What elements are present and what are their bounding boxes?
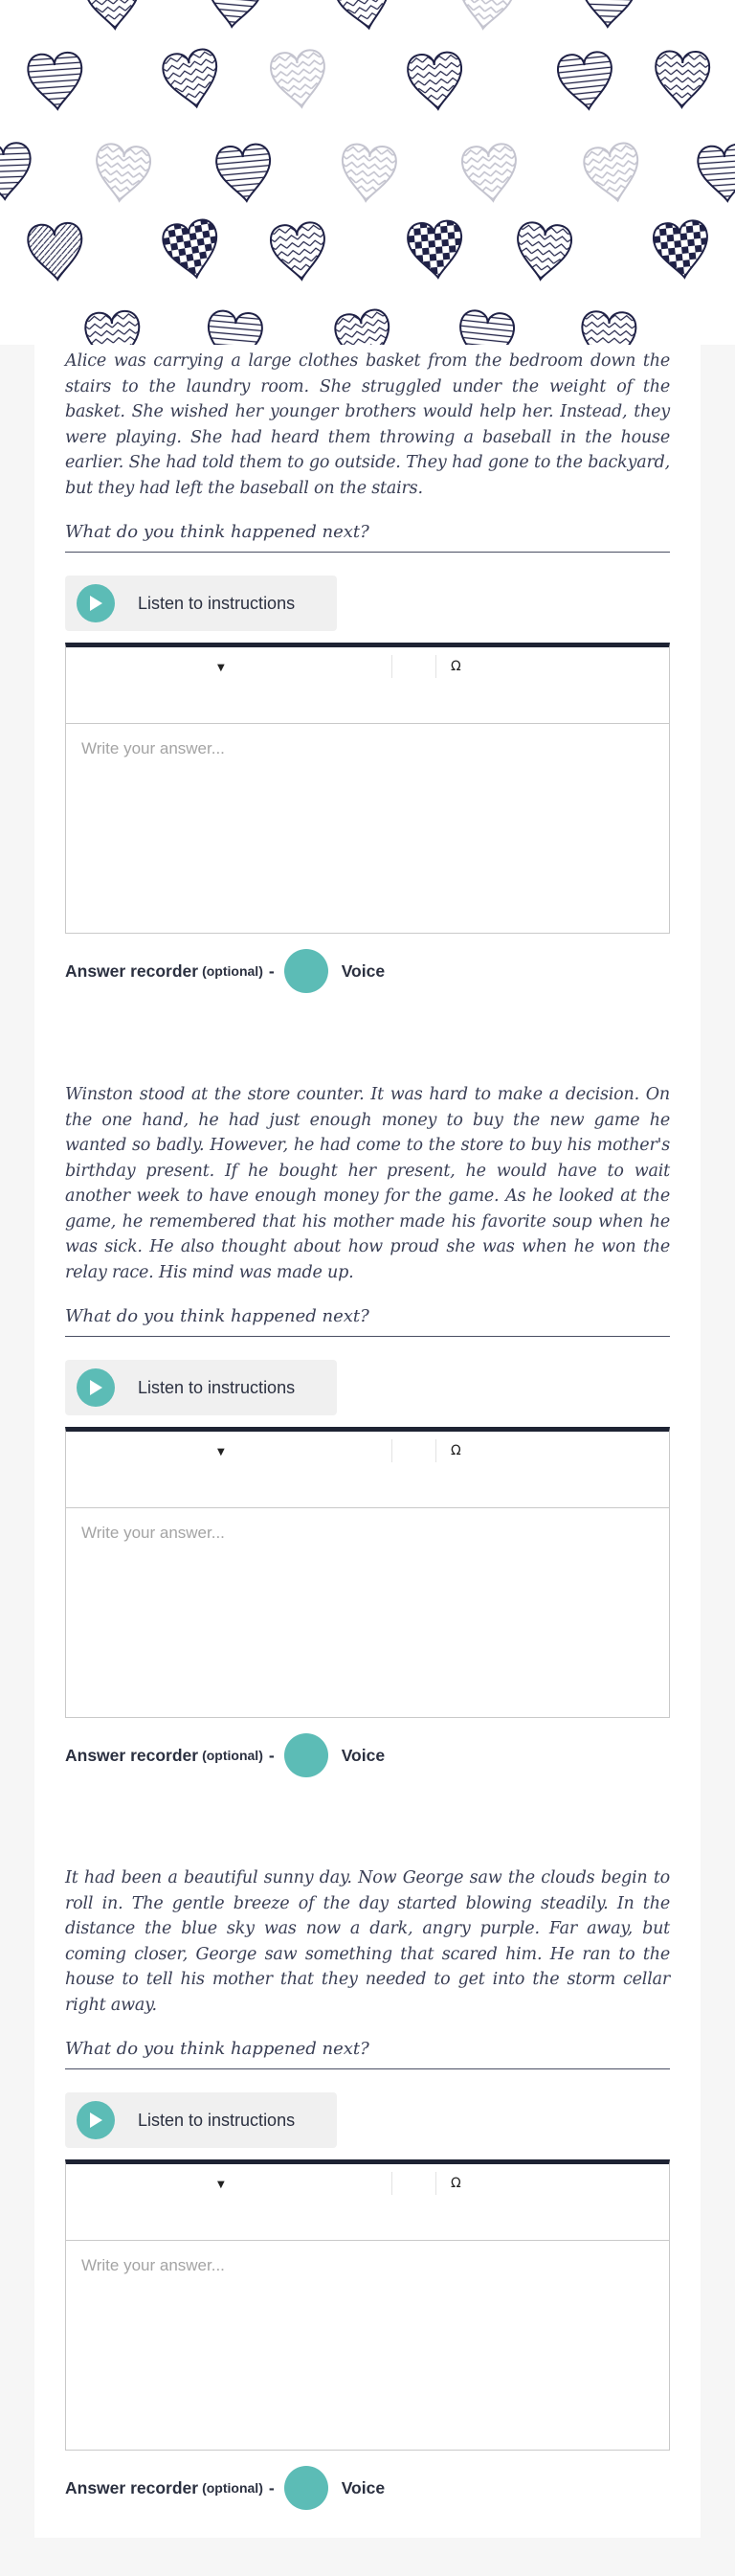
story-section-2 xyxy=(65,1082,670,1777)
special-character-button[interactable]: Ω xyxy=(451,2176,461,2191)
format-dropdown-chevron-icon[interactable]: ▼ xyxy=(217,663,225,673)
answer-textarea[interactable] xyxy=(66,724,669,933)
answer-recorder xyxy=(65,2466,670,2510)
heart-icon xyxy=(457,0,516,32)
answer-editor xyxy=(65,2159,670,2451)
listen-to-instructions-button[interactable] xyxy=(65,2092,337,2148)
heart-icon xyxy=(269,49,328,110)
heart-icon xyxy=(84,310,142,345)
listen-label: Listen to instructions xyxy=(138,2110,296,2130)
heart-icon xyxy=(161,217,223,282)
heart-icon xyxy=(215,143,274,203)
story-text: Alice was carrying a large clothes basket from the bedroom down the stairs to the laundry room. She struggled under the weight of the basket. She wished her younger brothers would help her. Instead, they were playing. She had heard them throwing a baseball in the house earlier. She had told them to go outside. They had gone to the backyard, but they had left the baseball on the stairs. xyxy=(65,351,670,498)
recorder-optional-label: (optional) xyxy=(202,1748,263,1763)
answer-editor xyxy=(65,1427,670,1718)
worksheet-card xyxy=(34,345,701,2538)
hearts-pattern-illustration xyxy=(0,0,735,345)
listen-to-instructions-button[interactable] xyxy=(65,1360,337,1415)
recorder-dash: - xyxy=(268,2477,275,2497)
special-character-button[interactable]: Ω xyxy=(451,659,461,674)
play-icon xyxy=(77,1368,115,1407)
heart-icon xyxy=(581,311,636,345)
recorder-optional-label: (optional) xyxy=(202,2480,263,2496)
play-icon xyxy=(77,584,115,622)
toolbar-divider xyxy=(435,1439,436,1462)
toolbar-divider xyxy=(391,1439,392,1462)
heart-icon xyxy=(581,0,636,28)
toolbar-divider xyxy=(435,655,436,678)
play-icon xyxy=(77,2101,115,2139)
editor-toolbar xyxy=(66,647,669,724)
heart-icon xyxy=(407,51,465,111)
answer-recorder xyxy=(65,1733,670,1777)
voice-record-button[interactable] xyxy=(284,949,328,993)
heart-icon xyxy=(205,309,263,345)
question-prompt: What do you think happened next? xyxy=(65,1306,670,1337)
story-text: It had been a beautiful sunny day. Now George saw the clouds begin to roll in. The gentle breeze of the day started blowing steadily. In the distance the blue sky was now a dark, angry purple. Far away, but coming closer, George saw something that scared him. He ran to the house to tell his mother that they needed to get into the storm cellar right away. xyxy=(65,1868,670,2015)
recorder-dash: - xyxy=(268,960,275,981)
story-section-1 xyxy=(65,349,670,993)
special-character-button[interactable]: Ω xyxy=(451,1443,461,1458)
heart-icon xyxy=(333,0,395,33)
listen-label: Listen to instructions xyxy=(138,593,296,613)
recorder-label: Answer recorder xyxy=(65,1745,199,1765)
voice-record-button[interactable] xyxy=(284,1733,328,1777)
heart-icon xyxy=(697,144,735,203)
format-dropdown-chevron-icon[interactable]: ▼ xyxy=(217,2180,225,2190)
heart-icon xyxy=(333,307,395,345)
recorder-optional-label: (optional) xyxy=(202,963,263,979)
toolbar-divider xyxy=(391,655,392,678)
voice-record-button[interactable] xyxy=(284,2466,328,2510)
voice-label: Voice xyxy=(341,2477,386,2497)
listen-to-instructions-button[interactable] xyxy=(65,576,337,631)
answer-editor xyxy=(65,643,670,934)
heart-icon xyxy=(27,52,84,111)
heart-icon xyxy=(161,47,223,111)
heart-icon xyxy=(93,143,152,204)
recorder-label: Answer recorder xyxy=(65,960,199,981)
heart-icon xyxy=(269,221,328,282)
listen-label: Listen to instructions xyxy=(138,1377,296,1397)
story-section-3 xyxy=(65,1865,670,2510)
recorder-label: Answer recorder xyxy=(65,2477,199,2497)
question-prompt: What do you think happened next? xyxy=(65,522,670,553)
voice-label: Voice xyxy=(341,1745,386,1765)
heart-icon xyxy=(0,143,32,200)
heart-icon xyxy=(84,0,142,31)
answer-recorder xyxy=(65,949,670,993)
recorder-dash: - xyxy=(268,1745,275,1765)
hearts-banner xyxy=(0,0,735,345)
editor-toolbar xyxy=(66,2164,669,2241)
story-text: Winston stood at the store counter. It was hard to make a decision. On the one hand, he had just enough money to buy the new game he wanted so badly. However, he had come to the store to buy his mother's birthday present. If he bought her present, he would have to wait another week to have enough money for the game. As he looked at the game, he remembered that his mother made his favorite soup when he was sick. He also thought about how proud she was when he won the relay race. His mind was made up. xyxy=(65,1085,670,1282)
heart-icon xyxy=(652,219,711,281)
heart-icon xyxy=(339,143,397,203)
heart-icon xyxy=(205,0,263,29)
heart-icon xyxy=(556,51,615,112)
heart-icon xyxy=(457,309,516,345)
heart-icon xyxy=(582,141,644,205)
heart-icon xyxy=(27,222,84,282)
heart-icon xyxy=(514,221,573,282)
answer-textarea[interactable] xyxy=(66,2241,669,2450)
heart-icon xyxy=(460,143,520,204)
heart-icon xyxy=(655,51,709,107)
toolbar-divider xyxy=(391,2172,392,2195)
voice-label: Voice xyxy=(341,960,386,981)
toolbar-divider xyxy=(435,2172,436,2195)
answer-textarea[interactable] xyxy=(66,1508,669,1717)
heart-icon xyxy=(407,219,465,280)
editor-toolbar xyxy=(66,1432,669,1508)
question-prompt: What do you think happened next? xyxy=(65,2039,670,2069)
format-dropdown-chevron-icon[interactable]: ▼ xyxy=(217,1447,225,1457)
